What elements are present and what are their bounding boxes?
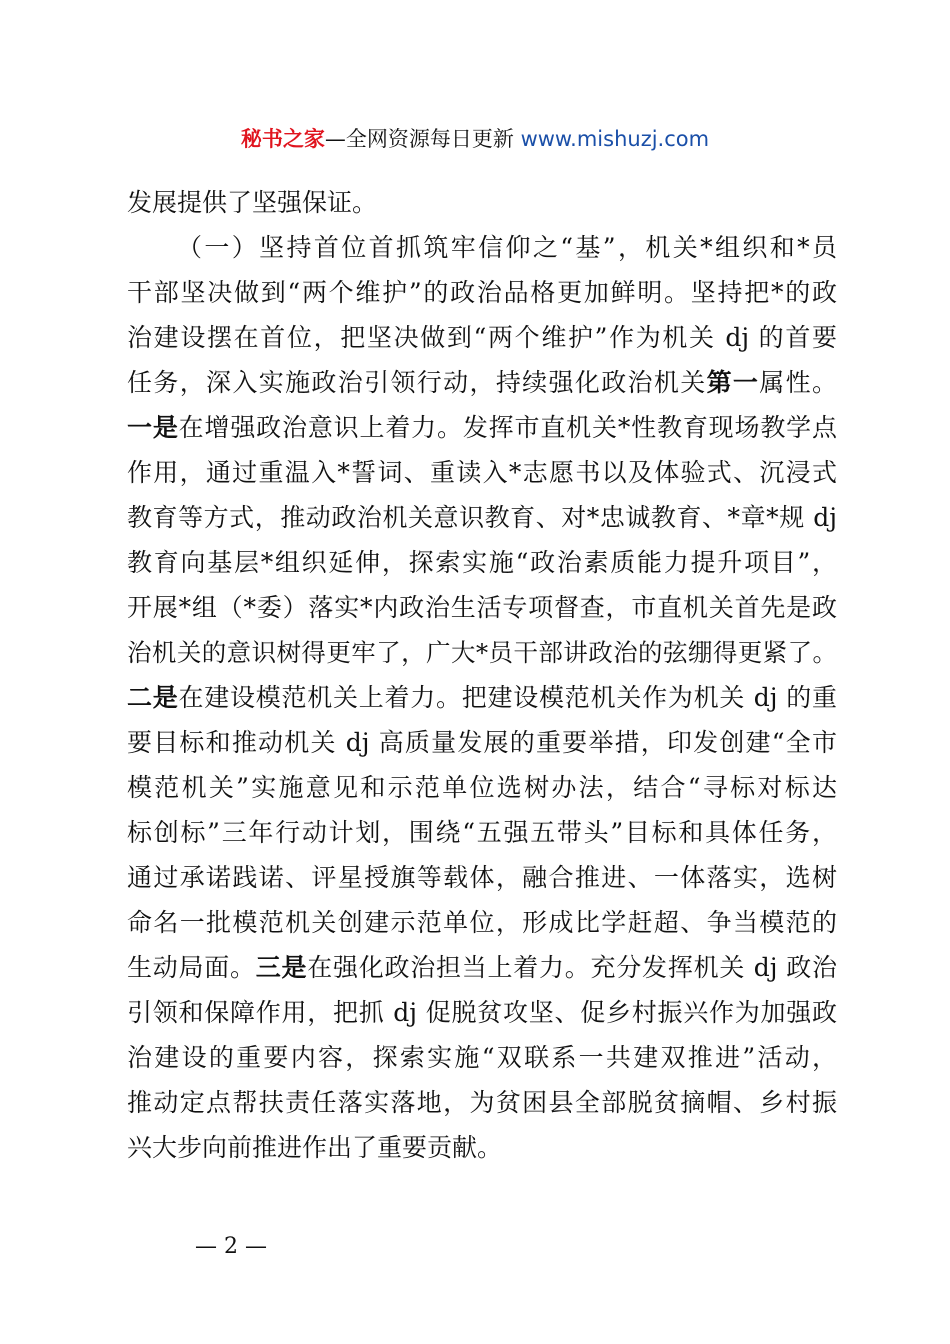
brand-name: 秘书之家	[240, 127, 325, 151]
bold-keyword: 二是	[127, 683, 179, 712]
text-line: 引领和保障作用，把抓 dj 促脱贫攻坚、促乡村振兴作为加强政	[127, 998, 837, 1027]
text-line: 教育等方式，推动政治机关意识教育、对*忠诚教育、*章*规 dj	[127, 503, 837, 532]
text-line: 要目标和推动机关 dj 高质量发展的重要举措，印发创建“全市	[127, 728, 837, 757]
text-line: 治建设的重要内容，探索实施“双联系一共建双推进”活动，	[127, 1043, 837, 1072]
text-line: 任务，深入实施政治引领行动，持续强化政治机关第一属性。	[127, 368, 837, 397]
text-line: 一是在增强政治意识上着力。发挥市直机关*性教育现场教学点	[127, 413, 837, 442]
text-line: 命名一批模范机关创建示范单位，形成比学赶超、争当模范的	[127, 908, 837, 937]
document-body	[127, 180, 837, 1170]
text-line: 干部坚决做到“两个维护”的政治品格更加鲜明。坚持把*的政	[127, 278, 837, 307]
page-number: — 2 —	[195, 1234, 267, 1259]
site-url-link[interactable]: www.mishuzj.com	[520, 127, 710, 151]
text-line: 开展*组（*委）落实*内政治生活专项督查，市直机关首先是政	[127, 593, 837, 622]
document-header	[0, 124, 950, 154]
bold-keyword: 一是	[127, 413, 179, 442]
text-line: 作用，通过重温入*誓词、重读入*志愿书以及体验式、沉浸式	[127, 458, 837, 487]
text-line: 治机关的意识树得更牢了，广大*员干部讲政治的弦绷得更紧了。	[127, 638, 837, 667]
section-heading-line: （一）坚持首位首抓筑牢信仰之“基”，机关*组织和*员	[177, 233, 837, 262]
text-line: 兴大步向前推进作出了重要贡献。	[127, 1133, 503, 1162]
bold-keyword: 三是	[255, 953, 308, 982]
text-line: 二是在建设模范机关上着力。把建设模范机关作为机关 dj 的重	[127, 683, 837, 712]
text-line: 教育向基层*组织延伸，探索实施“政治素质能力提升项目”，	[127, 548, 837, 577]
bold-keyword: 第一	[706, 368, 760, 397]
text-line: 推动定点帮扶责任落实落地，为贫困县全部脱贫摘帽、乡村振	[127, 1088, 837, 1117]
text-line: 模范机关”实施意见和示范单位选树办法，结合“寻标对标达	[127, 773, 837, 802]
header-tagline: —全网资源每日更新	[324, 127, 514, 151]
text-line: 发展提供了坚强保证。	[127, 188, 378, 217]
text-line: 标创标”三年行动计划，围绕“五强五带头”目标和具体任务，	[127, 818, 837, 847]
text-line: 通过承诺践诺、评星授旗等载体，融合推进、一体落实，选树	[127, 863, 837, 892]
text-line: 生动局面。三是在强化政治担当上着力。充分发挥机关 dj 政治	[127, 953, 837, 982]
text-line: 治建设摆在首位，把坚决做到“两个维护”作为机关 dj 的首要	[127, 323, 837, 352]
